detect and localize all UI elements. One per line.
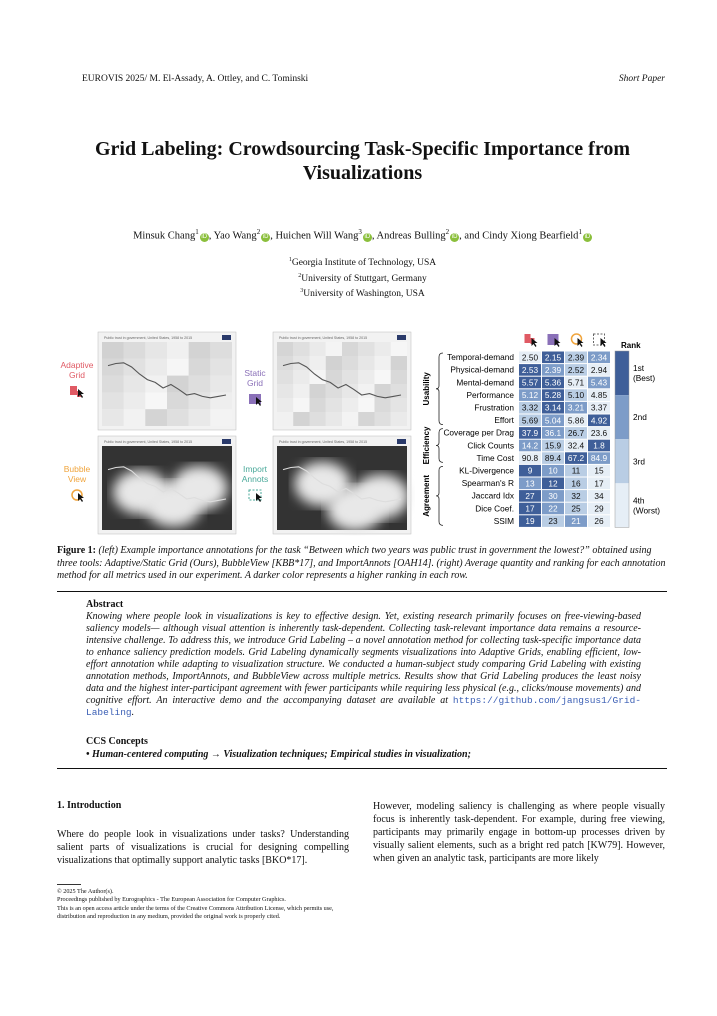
cell-value: 5.10: [567, 390, 585, 401]
grid-cell: [326, 342, 342, 356]
group-label: Efficiency: [422, 426, 431, 465]
grid-cell: [326, 384, 342, 398]
author-affiliation-mark: 2: [445, 228, 450, 236]
cell-value: 2.50: [521, 352, 539, 363]
cell-value: 89.4: [544, 453, 562, 464]
rank-legend-label: 3rd: [633, 456, 645, 467]
cell-value: 29: [594, 503, 604, 514]
author-list: [60, 228, 665, 242]
grid-cell: [375, 412, 391, 426]
running-header-left: EUROVIS 2025/ M. El-Assady, A. Ottley, and C. Tominski: [82, 74, 309, 84]
grid-cell: [391, 398, 407, 412]
grid-cell: [277, 384, 293, 398]
cell-value: 13: [525, 478, 535, 489]
grid-cell: [210, 409, 232, 426]
method-label: Grid: [246, 378, 264, 388]
intro-left-text: Where do people look in visualizations under tasks? Understanding salient parts of visualizations is crucial for designing compelling visualizations that optimally support analytic tasks [BKO*17].: [57, 829, 349, 866]
grid-cell: [102, 359, 124, 376]
grid-cell: [167, 392, 189, 409]
author-affiliation-mark: 1: [195, 228, 199, 236]
cell-value: 9: [527, 465, 533, 476]
heatmap-blob: [353, 474, 409, 518]
rank-legend-swatch: [615, 483, 629, 527]
affiliation-text: University of Stuttgart, Germany: [301, 273, 427, 284]
cell-value: 17: [594, 478, 604, 489]
grid-cell: [102, 376, 124, 393]
grid-cell: [358, 398, 374, 412]
annotation-thumbnail: [64, 436, 236, 534]
grid-cell: [391, 412, 407, 426]
cell-value: 2.34: [590, 352, 608, 363]
figure-caption: [57, 545, 667, 583]
thumbnail-logo: [222, 439, 231, 444]
author-affiliation-mark: 2: [256, 228, 261, 236]
annotation-thumbnail: [242, 436, 411, 534]
grid-cell: [189, 409, 211, 426]
grid-cell: [310, 398, 326, 412]
grid-cell: [124, 342, 146, 359]
thumbnail-title: Public trust in government, United States, 1958 to 2015: [104, 336, 193, 340]
grid-cell: [124, 392, 146, 409]
metric-label: Coverage per Drag: [443, 427, 514, 438]
abstract-top-rule: [57, 591, 667, 592]
grid-cell: [277, 398, 293, 412]
teaser-figure-svg: [55, 330, 665, 540]
grid-cell: [124, 376, 146, 393]
abstract-block: [86, 599, 641, 719]
grid-cell: [358, 370, 374, 384]
grid-cell: [277, 342, 293, 356]
grid-cell: [124, 409, 146, 426]
grid-cell: [342, 398, 358, 412]
method-label: Grid: [68, 370, 86, 380]
cell-value: 12: [548, 478, 558, 489]
author-name: Cindy Xiong Bearfield: [482, 230, 579, 242]
grid-cell: [102, 409, 124, 426]
cell-value: 2.39: [567, 352, 585, 363]
group-brace: [436, 429, 443, 463]
grid-cell: [310, 356, 326, 370]
grid-cell: [293, 342, 309, 356]
adaptive-grid-header-icon: [525, 334, 531, 343]
cell-value: 5.71: [567, 377, 585, 388]
cell-value: 25: [571, 503, 581, 514]
cell-value: 23: [548, 516, 558, 527]
group-brace: [436, 353, 443, 425]
author-separator: ,: [208, 230, 214, 242]
cell-value: 5.36: [544, 377, 562, 388]
affiliation-mark: 3: [300, 288, 304, 295]
author-separator: , and: [459, 230, 483, 242]
cell-value: 26: [594, 516, 604, 527]
section-heading-introduction: 1. Introduction: [57, 800, 122, 811]
ccs-heading: CCS Concepts: [86, 736, 148, 747]
affiliation-text: University of Washington, USA: [303, 289, 425, 300]
metric-label: Performance: [466, 389, 514, 400]
orcid-icon[interactable]: iD: [201, 233, 208, 240]
copyright-footer: [57, 884, 349, 922]
metric-label: Mental-demand: [456, 377, 514, 388]
cell-value: 90.8: [521, 453, 539, 464]
grid-cell: [293, 370, 309, 384]
author-affiliation-mark: 1: [578, 228, 582, 236]
thumbnail-logo: [397, 439, 406, 444]
grid-cell: [391, 370, 407, 384]
cell-value: 30: [548, 490, 558, 501]
author-affiliation-mark: 3: [358, 228, 362, 236]
grid-cell: [124, 359, 146, 376]
grid-cell: [210, 392, 232, 409]
rank-legend-swatch: [615, 395, 629, 439]
grid-cell: [375, 356, 391, 370]
grid-cell: [358, 384, 374, 398]
caption-text: (left) Example importance annotations for the task “Between which two years was public trust in government the lowest?” obtained using three tools: Adaptive/Static Grid (Ours), BubbleView [KBB*17], and ImportAnnots [OAH14]. (right) Average quantity and ranking for each annotation method for all metrics used in our experiment. A darker color represents a higher ranking in each row.: [57, 545, 666, 581]
grid-cell: [342, 412, 358, 426]
metric-label: Spearman's R: [461, 478, 514, 489]
author-name: Yao Wang: [213, 230, 257, 242]
abstract-bottom-rule: [57, 768, 667, 769]
footer-line: This is an open access article under the terms of the Creative Commons Attribution License, which permits use, distribution and reproduction in any medium, provided the original work is properly cited.: [57, 904, 334, 921]
thumbnail-title: Public trust in government, United States, 1958 to 2015: [279, 336, 368, 340]
affiliation-mark: 2: [298, 272, 302, 279]
cell-value: 19: [525, 516, 535, 527]
orcid-icon[interactable]: iD: [364, 233, 371, 240]
cell-value: 2.52: [567, 364, 585, 375]
cell-value: 1.8: [593, 440, 605, 451]
github-link[interactable]: https://github.com/jangsus1/Grid-Labeling: [86, 695, 642, 718]
cell-value: 26.7: [567, 427, 585, 438]
cell-value: 15.9: [544, 440, 562, 451]
cell-value: 32.4: [567, 440, 585, 451]
grid-cell: [210, 342, 232, 359]
affiliations: [60, 254, 665, 301]
rank-legend-swatch: [615, 439, 629, 483]
ccs-item: • Human-centered computing → Visualization techniques; Empirical studies in visualization;: [86, 749, 471, 760]
cell-value: 37.9: [521, 427, 539, 438]
grid-cell: [293, 384, 309, 398]
author-separator: ,: [270, 230, 276, 242]
grid-cell: [102, 342, 124, 359]
group-brace: [436, 466, 443, 525]
cell-value: 2.39: [544, 364, 562, 375]
grid-cell: [167, 359, 189, 376]
grid-cell: [342, 356, 358, 370]
grid-cell: [145, 359, 167, 376]
grid-cell: [210, 376, 232, 393]
cell-value: 5.57: [521, 377, 539, 388]
cell-value: 32: [571, 490, 581, 501]
adaptive-grid-icon: [70, 386, 77, 395]
cell-value: 5.43: [590, 377, 608, 388]
cell-value: 5.12: [521, 390, 539, 401]
cell-value: 3.32: [521, 402, 539, 413]
grid-cell: [342, 342, 358, 356]
cell-value: 5.86: [567, 415, 585, 426]
thumbnail-title: Public trust in government, United States, 1958 to 2015: [104, 440, 193, 444]
cell-value: 2.53: [521, 364, 539, 375]
author-name: Huichen Will Wang: [275, 230, 359, 242]
grid-cell: [375, 370, 391, 384]
rank-legend-label: (Best): [633, 373, 656, 384]
thumbnail-logo: [222, 335, 231, 340]
group-label: Agreement: [422, 475, 431, 517]
metric-label: Frustration: [474, 402, 514, 413]
intro-right-text: However, modeling saliency is challenging as where people visually focus is inherently task-dependent. For example, during free viewing, participants may primarily engage in bottom-up processes driven by visually salient elements, such as a bright red patch [KW79]. However, when given an analytic task, participants are more likely: [373, 801, 665, 864]
grid-cell: [167, 376, 189, 393]
cell-value: 3.14: [544, 402, 562, 413]
grid-cell: [375, 398, 391, 412]
annotation-thumbnail: [244, 332, 411, 430]
group-label: Usability: [422, 372, 431, 406]
cell-value: 3.21: [567, 402, 585, 413]
grid-cell: [310, 384, 326, 398]
cell-value: 3.37: [590, 402, 608, 413]
grid-cell: [326, 412, 342, 426]
abstract-text: Knowing where people look in visualizations is key to effective design. Yet, existing research primarily focuses on free-viewing-based saliency models— although visual attention is inherently task-dependent. Collecting task-relevant importance data remains a resource-intensive challenge. To address this, we introduce Grid Labeling – a novel annotation method for collecting task-specific importance data to enhance saliency prediction models. Grid Labeling dynamically segments visualizations into Adaptive Grids, enabling efficient, low-effort annotation while adapting to visualization structure. We conducted a human-subject study comparing Grid Labeling with existing annotation methods, ImportAnnots, and BubbleView across multiple metrics. Results show that Grid Labeling produces the least noisy data and the highest inter-participant agreement with fewer participants while requiring less physical (e.g., clicks/mouse movements) and cognitive effort. An interactive demo and the accompanying dataset are available at: [86, 611, 641, 706]
method-label: Adaptive: [60, 360, 94, 370]
cell-value: 36.1: [544, 427, 562, 438]
grid-cell: [167, 409, 189, 426]
cell-value: 2.15: [544, 352, 562, 363]
cell-value: 5.04: [544, 415, 562, 426]
cell-value: 4.85: [590, 390, 608, 401]
affiliation-mark: 1: [288, 257, 292, 263]
cell-value: 14.2: [521, 440, 539, 451]
grid-cell: [145, 342, 167, 359]
rank-legend-swatch: [615, 351, 629, 395]
abstract-body: Knowing where people look in visualizations is key to effective design. Yet, existing research primarily focuses on free-viewing-based saliency models— although visual attention is inherently task-dependent. Collecting task-relevant importance data remains a resource-intensive challenge. To address this, we introduce Grid Labeling – a novel annotation method for collecting task-specific importance data to enhance saliency prediction models. Grid Labeling dynamically segments visualizations into Adaptive Grids, enabling efficient, low-effort annotation while adapting to visualization structure. We conducted a human-subject study comparing Grid Labeling with existing annotation methods, ImportAnnots, and BubbleView across multiple metrics. Results show that Grid Labeling produces the least noisy data and the highest inter-participant agreement with fewer participants while requiring less physical (e.g., clicks/mouse movements) and cognitive effort. An interactive demo and the accompanying dataset are available at https://github.com/jangsus1/Grid-Labeling.: [86, 611, 642, 718]
cell-value: 11: [571, 465, 581, 476]
author-name: Minsuk Chang: [133, 230, 196, 242]
metric-label: SSIM: [493, 515, 514, 526]
cursor-icon: [256, 493, 262, 502]
cell-value: 4.92: [590, 415, 608, 426]
grid-cell: [391, 356, 407, 370]
rank-title: Rank: [621, 341, 641, 350]
metric-label: Dice Coef.: [475, 503, 514, 514]
grid-cell: [145, 392, 167, 409]
affiliation-text: Georgia Institute of Technology, USA: [291, 258, 437, 269]
metric-label: Temporal-demand: [447, 352, 514, 363]
thumbnail-title: Public trust in government, United States, 1958 to 2015: [279, 440, 368, 444]
annotation-thumbnail: [60, 332, 236, 430]
grid-cell: [358, 356, 374, 370]
orcid-icon[interactable]: iD: [451, 233, 458, 240]
cursor-icon: [78, 493, 84, 502]
grid-cell: [277, 412, 293, 426]
grid-cell: [310, 412, 326, 426]
grid-cell: [326, 398, 342, 412]
grid-cell: [293, 398, 309, 412]
running-header-right: Short Paper: [618, 74, 665, 84]
method-label: View: [67, 474, 87, 484]
author-separator: ,: [371, 230, 377, 242]
cell-value: 21: [571, 516, 581, 527]
cell-value: 10: [548, 465, 558, 476]
footer-line: Proceedings published by Eurographics - The European Association for Computer Graphics.: [57, 896, 286, 904]
affiliation-line: [60, 254, 665, 270]
cursor-icon: [578, 338, 584, 347]
paper-title: Grid Labeling: Crowdsourcing Task-Specific Importance from Visualizations: [94, 138, 631, 184]
grid-cell: [358, 342, 374, 356]
method-label: Bubble: [63, 464, 91, 474]
intro-right-column: [373, 800, 665, 865]
ccs-concepts: [86, 735, 646, 761]
rank-legend-label: 1st: [633, 363, 645, 374]
metric-label: Jaccard Idx: [471, 490, 514, 501]
metric-label: KL-Divergence: [459, 465, 514, 476]
grid-cell: [391, 342, 407, 356]
method-label: Import: [242, 464, 268, 474]
cursor-icon: [601, 338, 607, 347]
method-label: Static: [244, 368, 266, 378]
grid-cell: [145, 409, 167, 426]
method-label: Annots: [241, 474, 269, 484]
footer-line: © 2025 The Author(s).: [57, 887, 114, 895]
rank-legend-label: 4th: [633, 495, 645, 506]
grid-cell: [189, 359, 211, 376]
grid-cell: [189, 342, 211, 359]
cell-value: 84.9: [590, 453, 608, 464]
grid-cell: [342, 370, 358, 384]
author-name: Andreas Bulling: [376, 230, 446, 242]
cell-value: 5.28: [544, 390, 562, 401]
cell-value: 27: [525, 490, 535, 501]
cell-value: 16: [571, 478, 581, 489]
grid-cell: [189, 376, 211, 393]
cell-value: 15: [594, 465, 604, 476]
affiliation-line: [60, 285, 665, 301]
cell-value: 23.6: [590, 427, 608, 438]
cell-value: 67.2: [567, 453, 585, 464]
grid-cell: [167, 342, 189, 359]
heatmap-blob: [172, 466, 228, 510]
metric-label: Click Counts: [467, 440, 514, 451]
grid-cell: [293, 412, 309, 426]
orcid-icon[interactable]: iD: [262, 233, 269, 240]
metric-label: Time Cost: [476, 452, 514, 463]
rank-legend-label: 2nd: [633, 412, 647, 423]
teaser-figure: [55, 330, 665, 540]
grid-cell: [326, 356, 342, 370]
metric-label: Physical-demand: [450, 364, 514, 375]
grid-cell: [145, 376, 167, 393]
intro-left-column: [57, 828, 349, 867]
orcid-icon[interactable]: iD: [584, 233, 591, 240]
footer-rule: [57, 884, 81, 885]
grid-cell: [210, 359, 232, 376]
cell-value: 5.69: [521, 415, 539, 426]
rank-legend-label: (Worst): [633, 505, 661, 516]
cell-value: 22: [548, 503, 558, 514]
cell-value: 17: [525, 503, 535, 514]
metric-label: Effort: [494, 415, 514, 426]
grid-cell: [310, 342, 326, 356]
grid-cell: [102, 392, 124, 409]
affiliation-line: [60, 270, 665, 286]
thumbnail-logo: [397, 335, 406, 340]
grid-cell: [358, 412, 374, 426]
cell-value: 2.94: [590, 364, 608, 375]
grid-cell: [375, 342, 391, 356]
cell-value: 34: [594, 490, 604, 501]
caption-label: Figure 1:: [57, 545, 96, 556]
abstract-heading: Abstract: [86, 599, 124, 610]
grid-cell: [277, 370, 293, 384]
